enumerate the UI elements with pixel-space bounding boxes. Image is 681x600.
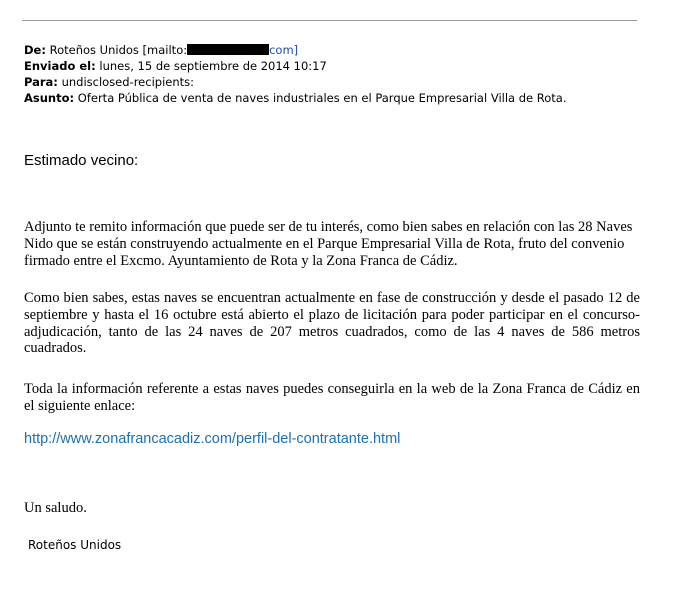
closing: Un saludo. [24,500,87,516]
redacted-email [187,44,269,55]
subject-line [24,90,567,106]
to-label: Para: [24,75,58,89]
greeting: Estimado vecino: [24,152,139,169]
signature: Roteños Unidos [28,538,122,552]
from-email-tail[interactable]: com] [269,43,299,57]
to-value: undisclosed-recipients: [61,75,195,89]
from-line [24,42,298,58]
subject-value: Oferta Pública de venta de naves industriales en el Parque Empresarial Villa de Rota. [77,91,567,105]
profile-link[interactable]: http://www.zonafrancacadiz.com/perfil-del-contratante.html [24,431,401,447]
paragraph-2: Como bien sabes, estas naves se encuentran actualmente en fase de construcción y desde el pasado 12 de septiembre y hasta el 16 octubre está abierto el plazo de licitación para poder participar en el concurso-adjudicación, tanto de las 24 naves de 207 metros cuadrados, como de las 4 naves de 586 metros cuadrados. [24,290,640,357]
from-value: Roteños Unidos [mailto: [49,43,188,57]
subject-label: Asunto: [24,91,75,105]
paragraph-1: Adjunto te remito información que puede ser de tu interés, como bien sabes en relación con las 28 Naves Nido que se están construyendo actualmente en el Parque Empresarial Villa de Rota, fruto del convenio firmado entre el Excmo. Ayuntamiento de Rota y la Zona Franca de Cádiz. [24,219,633,269]
to-line [24,74,194,90]
paragraph-3: Toda la información referente a estas naves puedes conseguirla en la web de la Zona Franca de Cádiz en el siguiente enlace: [24,381,640,414]
from-label: De: [24,43,46,57]
sent-line [24,58,327,74]
sent-value: lunes, 15 de septiembre de 2014 10:17 [99,59,327,73]
sent-label: Enviado el: [24,59,96,73]
header-separator [22,20,637,21]
